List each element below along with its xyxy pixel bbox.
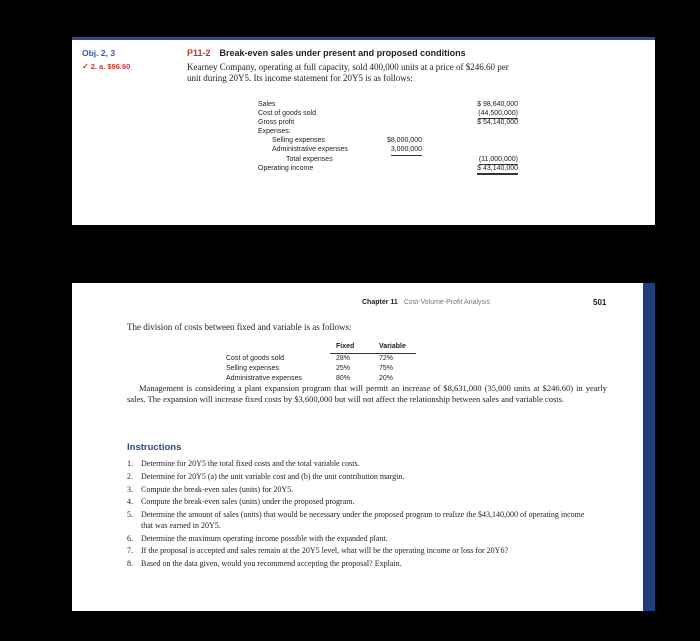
- total-expenses-value: (11,000,000): [479, 155, 518, 165]
- running-header: [362, 299, 490, 306]
- problem-text-line-1: Kearney Company, operating at full capacity, sold 400,000 units at a price of $246.60 per: [187, 62, 509, 72]
- selling-expenses-value: $8,000,000: [386, 137, 422, 145]
- instruction-text: Compute the break-even sales (units) under the proposed program.: [141, 497, 355, 507]
- instruction-number: 8.: [127, 559, 133, 569]
- fixed-header: Fixed: [336, 343, 355, 350]
- statement-row-sales: [258, 100, 518, 109]
- row-variable: 72%: [379, 355, 394, 362]
- row-variable: 75%: [379, 365, 394, 372]
- expenses-label: Expenses:: [258, 128, 291, 136]
- top-page: [72, 37, 655, 225]
- total-expenses-label: Total expenses: [286, 155, 333, 163]
- cogs-label: Cost of goods sold: [258, 110, 316, 118]
- admin-expenses-value: 3,000,000: [391, 145, 422, 155]
- instruction-text: Determine the amount of sales (units) that would be necessary under the proposed program to realize the $43,140,000 of operating income that was earned in 20Y5.: [141, 510, 585, 530]
- instruction-text: Compute the break-even sales (units) for 20Y5.: [141, 484, 294, 494]
- table-row: [226, 365, 416, 375]
- row-variable: 20%: [379, 375, 394, 382]
- instruction-item: [127, 510, 597, 531]
- instruction-text: Determine for 20Y5 the total fixed costs and the total variable costs.: [141, 459, 360, 468]
- cost-division-table: [226, 341, 416, 385]
- instruction-item: [127, 472, 597, 483]
- sales-value: $ 98,640,000: [477, 101, 518, 108]
- instruction-item: [127, 485, 597, 496]
- row-label: Selling expenses: [226, 365, 279, 372]
- instruction-number: 2.: [127, 471, 133, 481]
- table-row: [226, 355, 416, 365]
- bottom-page: [72, 283, 655, 611]
- checkmark-icon: ✓: [82, 62, 89, 71]
- instruction-item: [127, 534, 597, 545]
- instruction-item: [127, 497, 597, 508]
- objective-label: Obj. 2, 3: [82, 48, 116, 58]
- row-label: Cost of goods sold: [226, 355, 284, 362]
- page-edge-bar: [643, 283, 655, 611]
- statement-row-admin: [258, 145, 518, 154]
- instruction-item: [127, 559, 597, 570]
- operating-income-value: $ 43,140,000: [477, 164, 518, 175]
- row-fixed: 28%: [336, 355, 351, 362]
- problem-heading: [187, 48, 466, 58]
- problem-text-line-2: unit during 20Y5. Its income statement for 20Y5 is as follows:: [187, 73, 413, 83]
- instruction-text: Determine for 20Y5 (a) the unit variable cost and (b) the unit contribution margin.: [141, 471, 405, 481]
- row-fixed: 80%: [336, 375, 351, 382]
- instructions-list: [127, 459, 597, 572]
- check-figure-text: 2. a. $96.60: [90, 62, 131, 71]
- instruction-number: 7.: [127, 546, 133, 556]
- header-rule: [330, 353, 416, 354]
- statement-row-operating-income: [258, 164, 518, 173]
- problem-title: Break-even sales under present and proposed conditions: [219, 48, 466, 58]
- page-number: 501: [593, 298, 607, 307]
- income-statement: [258, 100, 518, 173]
- gross-profit-label: Gross profit: [258, 119, 295, 127]
- instruction-item: [127, 546, 597, 557]
- row-fixed: 25%: [336, 365, 351, 372]
- statement-row-selling: [258, 136, 518, 145]
- statement-row-cogs: [258, 109, 518, 118]
- instruction-item: [127, 459, 597, 470]
- management-paragraph: Management is considering a plant expansion program that will permit an increase of $8,631,000 (35,000 units at $246.60) in yearly sales. The expansion will increase fixed costs by $3,600,000 but will not affect the relationship between sales and variable costs.: [127, 383, 607, 404]
- admin-expenses-label: Administrative expenses: [272, 146, 348, 154]
- instruction-text: If the proposal is accepted and sales remain at the 20Y5 level, what will be the operating income or loss for 20Y6?: [141, 546, 508, 556]
- statement-row-gross-profit: [258, 118, 518, 127]
- sales-label: Sales: [258, 101, 276, 108]
- chapter-label: Chapter 11: [362, 299, 398, 306]
- instruction-number: 1.: [127, 459, 133, 468]
- table-header: [226, 341, 416, 355]
- instruction-text: Based on the data given, would you recommend accepting the proposal? Explain.: [141, 559, 402, 569]
- problem-number: P11-2: [187, 48, 211, 58]
- instructions-heading: Instructions: [127, 442, 182, 453]
- instruction-number: 6.: [127, 533, 133, 543]
- gross-profit-value: $ 54,140,000: [477, 119, 518, 127]
- operating-income-label: Operating income: [258, 164, 314, 172]
- instruction-text: Determine the maximum operating income possible with the expanded plant.: [141, 533, 388, 543]
- instruction-number: 4.: [127, 497, 133, 507]
- selling-expenses-label: Selling expenses: [272, 137, 325, 145]
- cogs-value: (44,500,000): [478, 109, 518, 119]
- check-figure: [82, 62, 130, 71]
- problem-description: [187, 62, 597, 84]
- chapter-title: Cost-Volume-Profit Analysis: [403, 299, 491, 306]
- division-text: The division of costs between fixed and variable is as follows:: [127, 322, 352, 332]
- variable-header: Variable: [379, 343, 406, 350]
- row-label: Administrative expenses: [226, 375, 302, 382]
- instruction-number: 5.: [127, 510, 133, 520]
- statement-row-expenses: [258, 127, 518, 136]
- instruction-number: 3.: [127, 484, 133, 494]
- statement-row-total-expenses: [258, 155, 518, 164]
